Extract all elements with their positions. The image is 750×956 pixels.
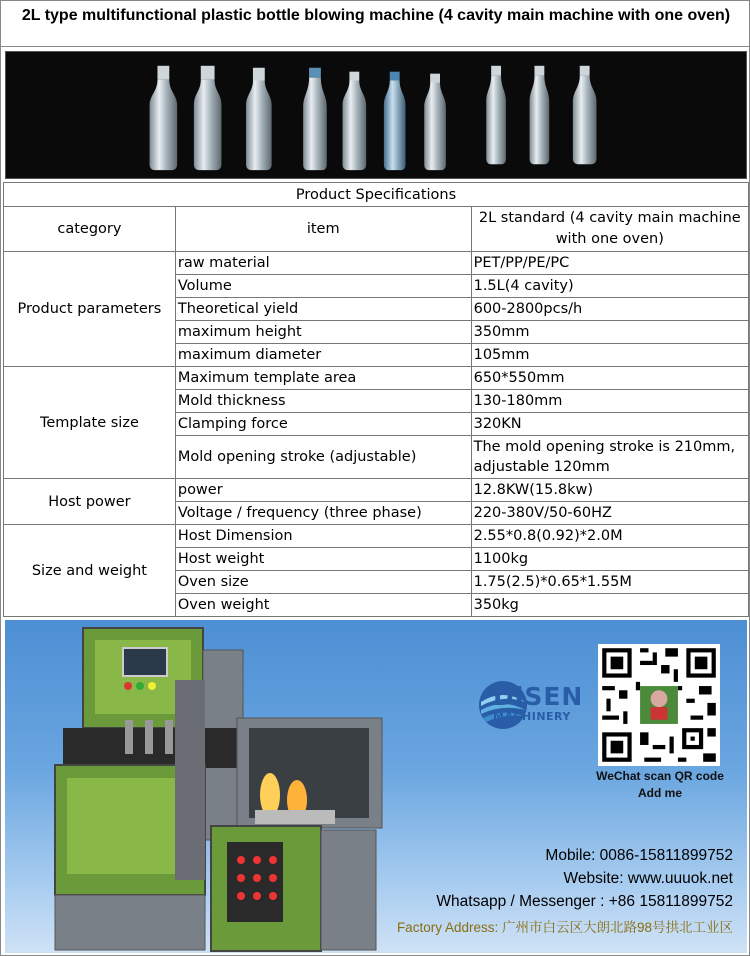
value-cell: The mold opening stroke is 210mm, adjustable 120mm [471,436,748,479]
brand-name: DiSEN [493,682,584,711]
bottle [150,66,178,170]
item-cell: Theoretical yield [175,298,471,321]
bottle [530,66,550,164]
category-cell: Size and weight [4,525,176,617]
spec-table [3,182,749,617]
bottle [246,68,272,170]
header-item: item [175,207,471,252]
item-cell: Maximum template area [175,367,471,390]
value-cell: 105mm [471,344,748,367]
qr-caption [585,768,735,802]
item-cell: raw material [175,252,471,275]
value-cell: 1.75(2.5)*0.65*1.55M [471,571,748,594]
value-cell: 130-180mm [471,390,748,413]
table-caption: Product Specifications [4,183,749,207]
category-cell: Product parameters [4,252,176,367]
value-cell: 350kg [471,594,748,617]
qr-caption-line-2: Add me [637,786,682,800]
blow-molding-machine-image [5,620,425,953]
value-cell: 1.5L(4 cavity) [471,275,748,298]
category-cell: Template size [4,367,176,479]
value-cell: 320KN [471,413,748,436]
item-cell: Oven size [175,571,471,594]
value-cell: 600-2800pcs/h [471,298,748,321]
category-cell: Host power [4,479,176,525]
header-category: category [4,207,176,252]
company-banner [5,620,747,953]
bottle [384,72,406,170]
bottle [424,74,446,170]
website-link[interactable]: Website: www.uuuok.net [563,870,733,887]
table-row [4,479,749,502]
item-cell: Mold thickness [175,390,471,413]
value-cell: 350mm [471,321,748,344]
item-cell: Mold opening stroke (adjustable) [175,436,471,479]
table-row [4,367,749,390]
item-cell: power [175,479,471,502]
brand-logo [493,684,583,723]
item-cell: Volume [175,275,471,298]
value-cell: 220-380V/50-60HZ [471,502,748,525]
item-cell: Oven weight [175,594,471,617]
bottle [486,66,506,164]
value-cell: 2.55*0.8(0.92)*2.0M [471,525,748,548]
item-cell: maximum diameter [175,344,471,367]
item-cell: Host weight [175,548,471,571]
value-cell: PET/PP/PE/PC [471,252,748,275]
table-header-row [4,207,749,252]
qr-caption-line-1: WeChat scan QR code [596,769,724,783]
bottle-samples-image [5,51,747,179]
value-cell: 650*550mm [471,367,748,390]
bottle [343,72,367,170]
mobile-contact: Mobile: 0086-15811899752 [545,847,733,864]
table-row [4,525,749,548]
bottle [194,66,222,170]
table-caption-row [4,183,749,207]
wechat-qr-code[interactable] [598,644,720,766]
item-cell: Voltage / frequency (three phase) [175,502,471,525]
bottle-samples-graphic [6,52,746,178]
factory-address: Factory Address: 广州市白云区大朗北路98号拱北工业区 [396,920,733,935]
item-cell: maximum height [175,321,471,344]
bottle [573,66,597,164]
value-cell: 1100kg [471,548,748,571]
whatsapp-contact: Whatsapp / Messenger : +86 15811899752 [436,893,733,910]
table-row [4,252,749,275]
page-title: 2L type multifunctional plastic bottle blowing machine (4 cavity main machine with one oven) [1,1,750,47]
header-value: 2L standard (4 cavity main machine with one oven) [471,207,748,252]
bottle [303,68,327,170]
value-cell: 12.8KW(15.8kw) [471,479,748,502]
brand-subtitle: MACHINERY [493,710,571,723]
item-cell: Host Dimension [175,525,471,548]
item-cell: Clamping force [175,413,471,436]
